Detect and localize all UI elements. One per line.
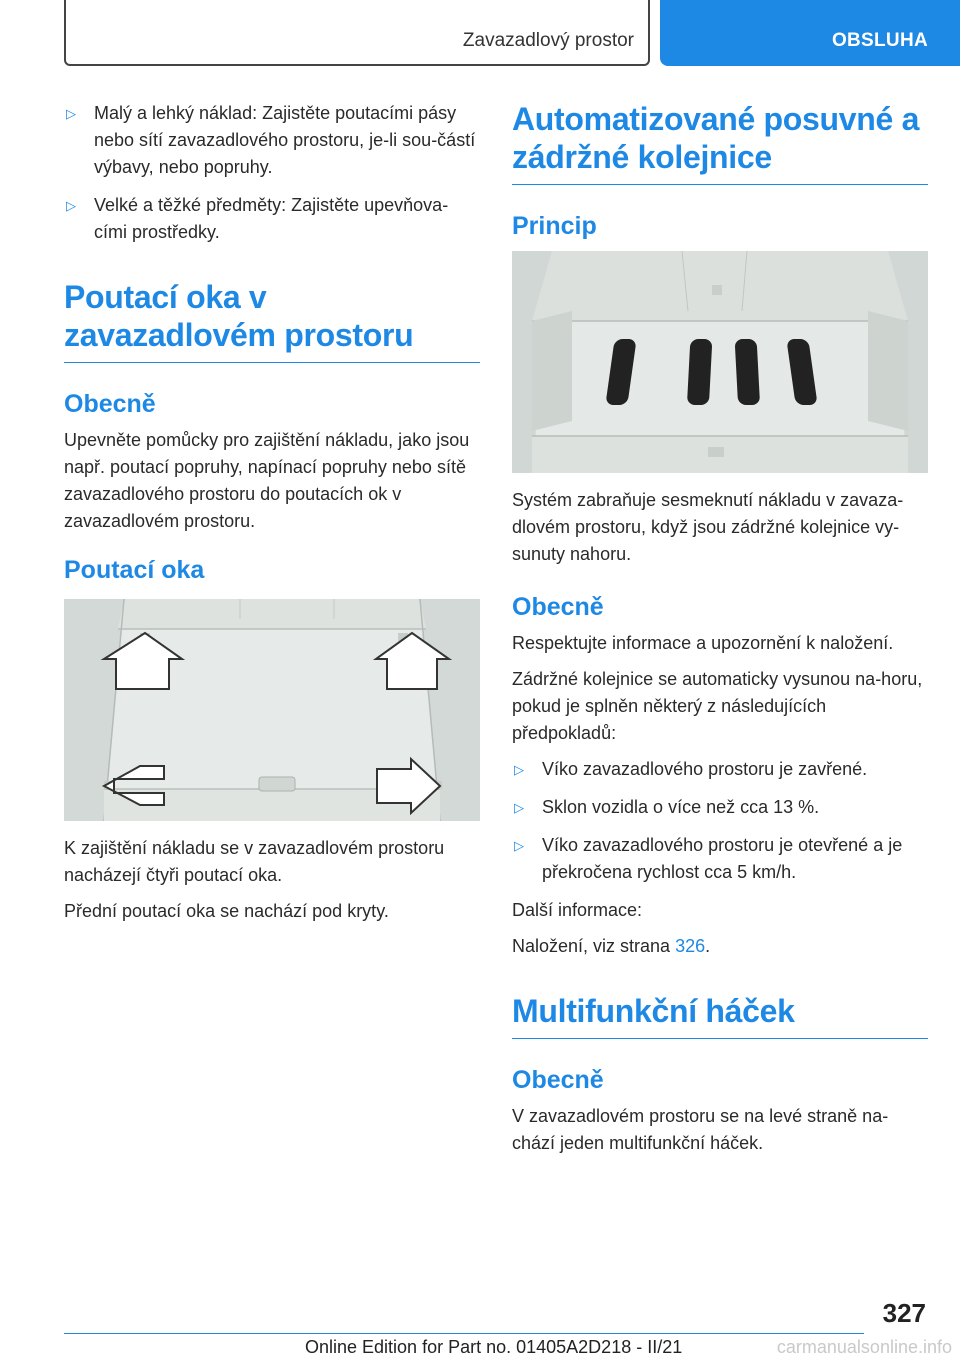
section-title-tie-down-eyes: Poutací oka v zavazadlovém prostoru [64, 278, 480, 363]
trunk-illustration [64, 599, 480, 821]
right-column [512, 100, 928, 1166]
heading-general-rails: Obecně [512, 593, 604, 621]
list-item [64, 100, 480, 181]
section-title-rails: Automatizované posuvné a zádržné kolejnice [512, 100, 928, 185]
bullet-triangle-icon: ▷ [66, 106, 76, 121]
heading-principle: Princip [512, 212, 597, 240]
more-info-label: Další informace: [512, 900, 643, 920]
section-title-hook: Multifunkční háček [512, 992, 928, 1039]
bullet-triangle-icon: ▷ [514, 800, 524, 815]
footer-edition: Online Edition for Part no. 01405A2D218 - II/21 [305, 1337, 683, 1357]
reference-text: Naložení, viz strana [512, 936, 671, 956]
hook-text: V zavazadlovém prostoru se na levé straně na-chází jeden multifunkční háček. [512, 1106, 889, 1153]
reference-period: . [705, 936, 711, 956]
figure-tie-down-eyes [64, 599, 480, 821]
bullet-text: Malý a lehký náklad: Zajistěte poutacími pásy nebo sítí zavazadlového prostoru, je-li sou-částí výbavy, nebo popruhy. [94, 103, 476, 177]
heading-tie-down-eyes: Poutací oka [64, 556, 205, 584]
list-item [64, 192, 480, 246]
section-tab[interactable] [660, 0, 960, 66]
rail-2 [687, 339, 712, 405]
rail-3 [735, 339, 760, 405]
bullet-triangle-icon: ▷ [514, 762, 524, 777]
general-text-2: Zádržné kolejnice se automaticky vysunou na-horu, pokud je splněn některý z následujících předpokladů: [512, 669, 923, 743]
section-tab-label: OBSLUHA [831, 30, 928, 51]
bullet-text: Sklon vozidla o více než cca 13 %. [542, 797, 820, 817]
list-item [512, 832, 928, 886]
bullet-text: Velké a těžké předměty: Zajistěte upevňova-cími prostředky. [94, 195, 449, 242]
list-item [512, 794, 928, 821]
left-column [64, 100, 480, 934]
caption-1: K zajištění nákladu se v zavazadlovém prostoru nacházejí čtyři poutací oka. [64, 838, 445, 885]
principle-text: Systém zabraňuje sesmeknutí nákladu v zavaza-dlovém prostoru, když jsou zádržné kolejnice vy-sunuty nahoru. [512, 490, 904, 564]
bullet-triangle-icon: ▷ [514, 838, 524, 853]
page-link-326[interactable]: 326 [675, 936, 706, 956]
general-text-1: Respektujte informace a upozornění k naložení. [512, 633, 894, 653]
bullet-text: Víko zavazadlového prostoru je otevřené a je překročena rychlost cca 5 km/h. [542, 835, 903, 882]
figure-retaining-rails [512, 251, 928, 473]
caption-2: Přední poutací oka se nachází pod kryty. [64, 901, 389, 921]
page-number: 327 [882, 1298, 926, 1328]
bullet-text: Víko zavazadlového prostoru je zavřené. [542, 759, 868, 779]
chapter-title: Zavazadlový prostor [462, 30, 634, 51]
general-text: Upevněte pomůcky pro zajištění nákladu, jako jsou např. poutací popruhy, napínací popruhy nebo sítě zavazadlového prostoru do poutacích ok v zavazadlovém prostoru. [64, 430, 470, 531]
footer-watermark: carmanualsonline.info [776, 1337, 952, 1357]
list-item [512, 756, 928, 783]
heading-general: Obecně [64, 390, 156, 418]
cross-reference [512, 933, 928, 960]
footer-rule [64, 1333, 864, 1334]
heading-general-hook: Obecně [512, 1066, 604, 1094]
rails-illustration [512, 251, 928, 473]
bullet-triangle-icon: ▷ [66, 198, 76, 213]
header-title-box [64, 0, 650, 66]
